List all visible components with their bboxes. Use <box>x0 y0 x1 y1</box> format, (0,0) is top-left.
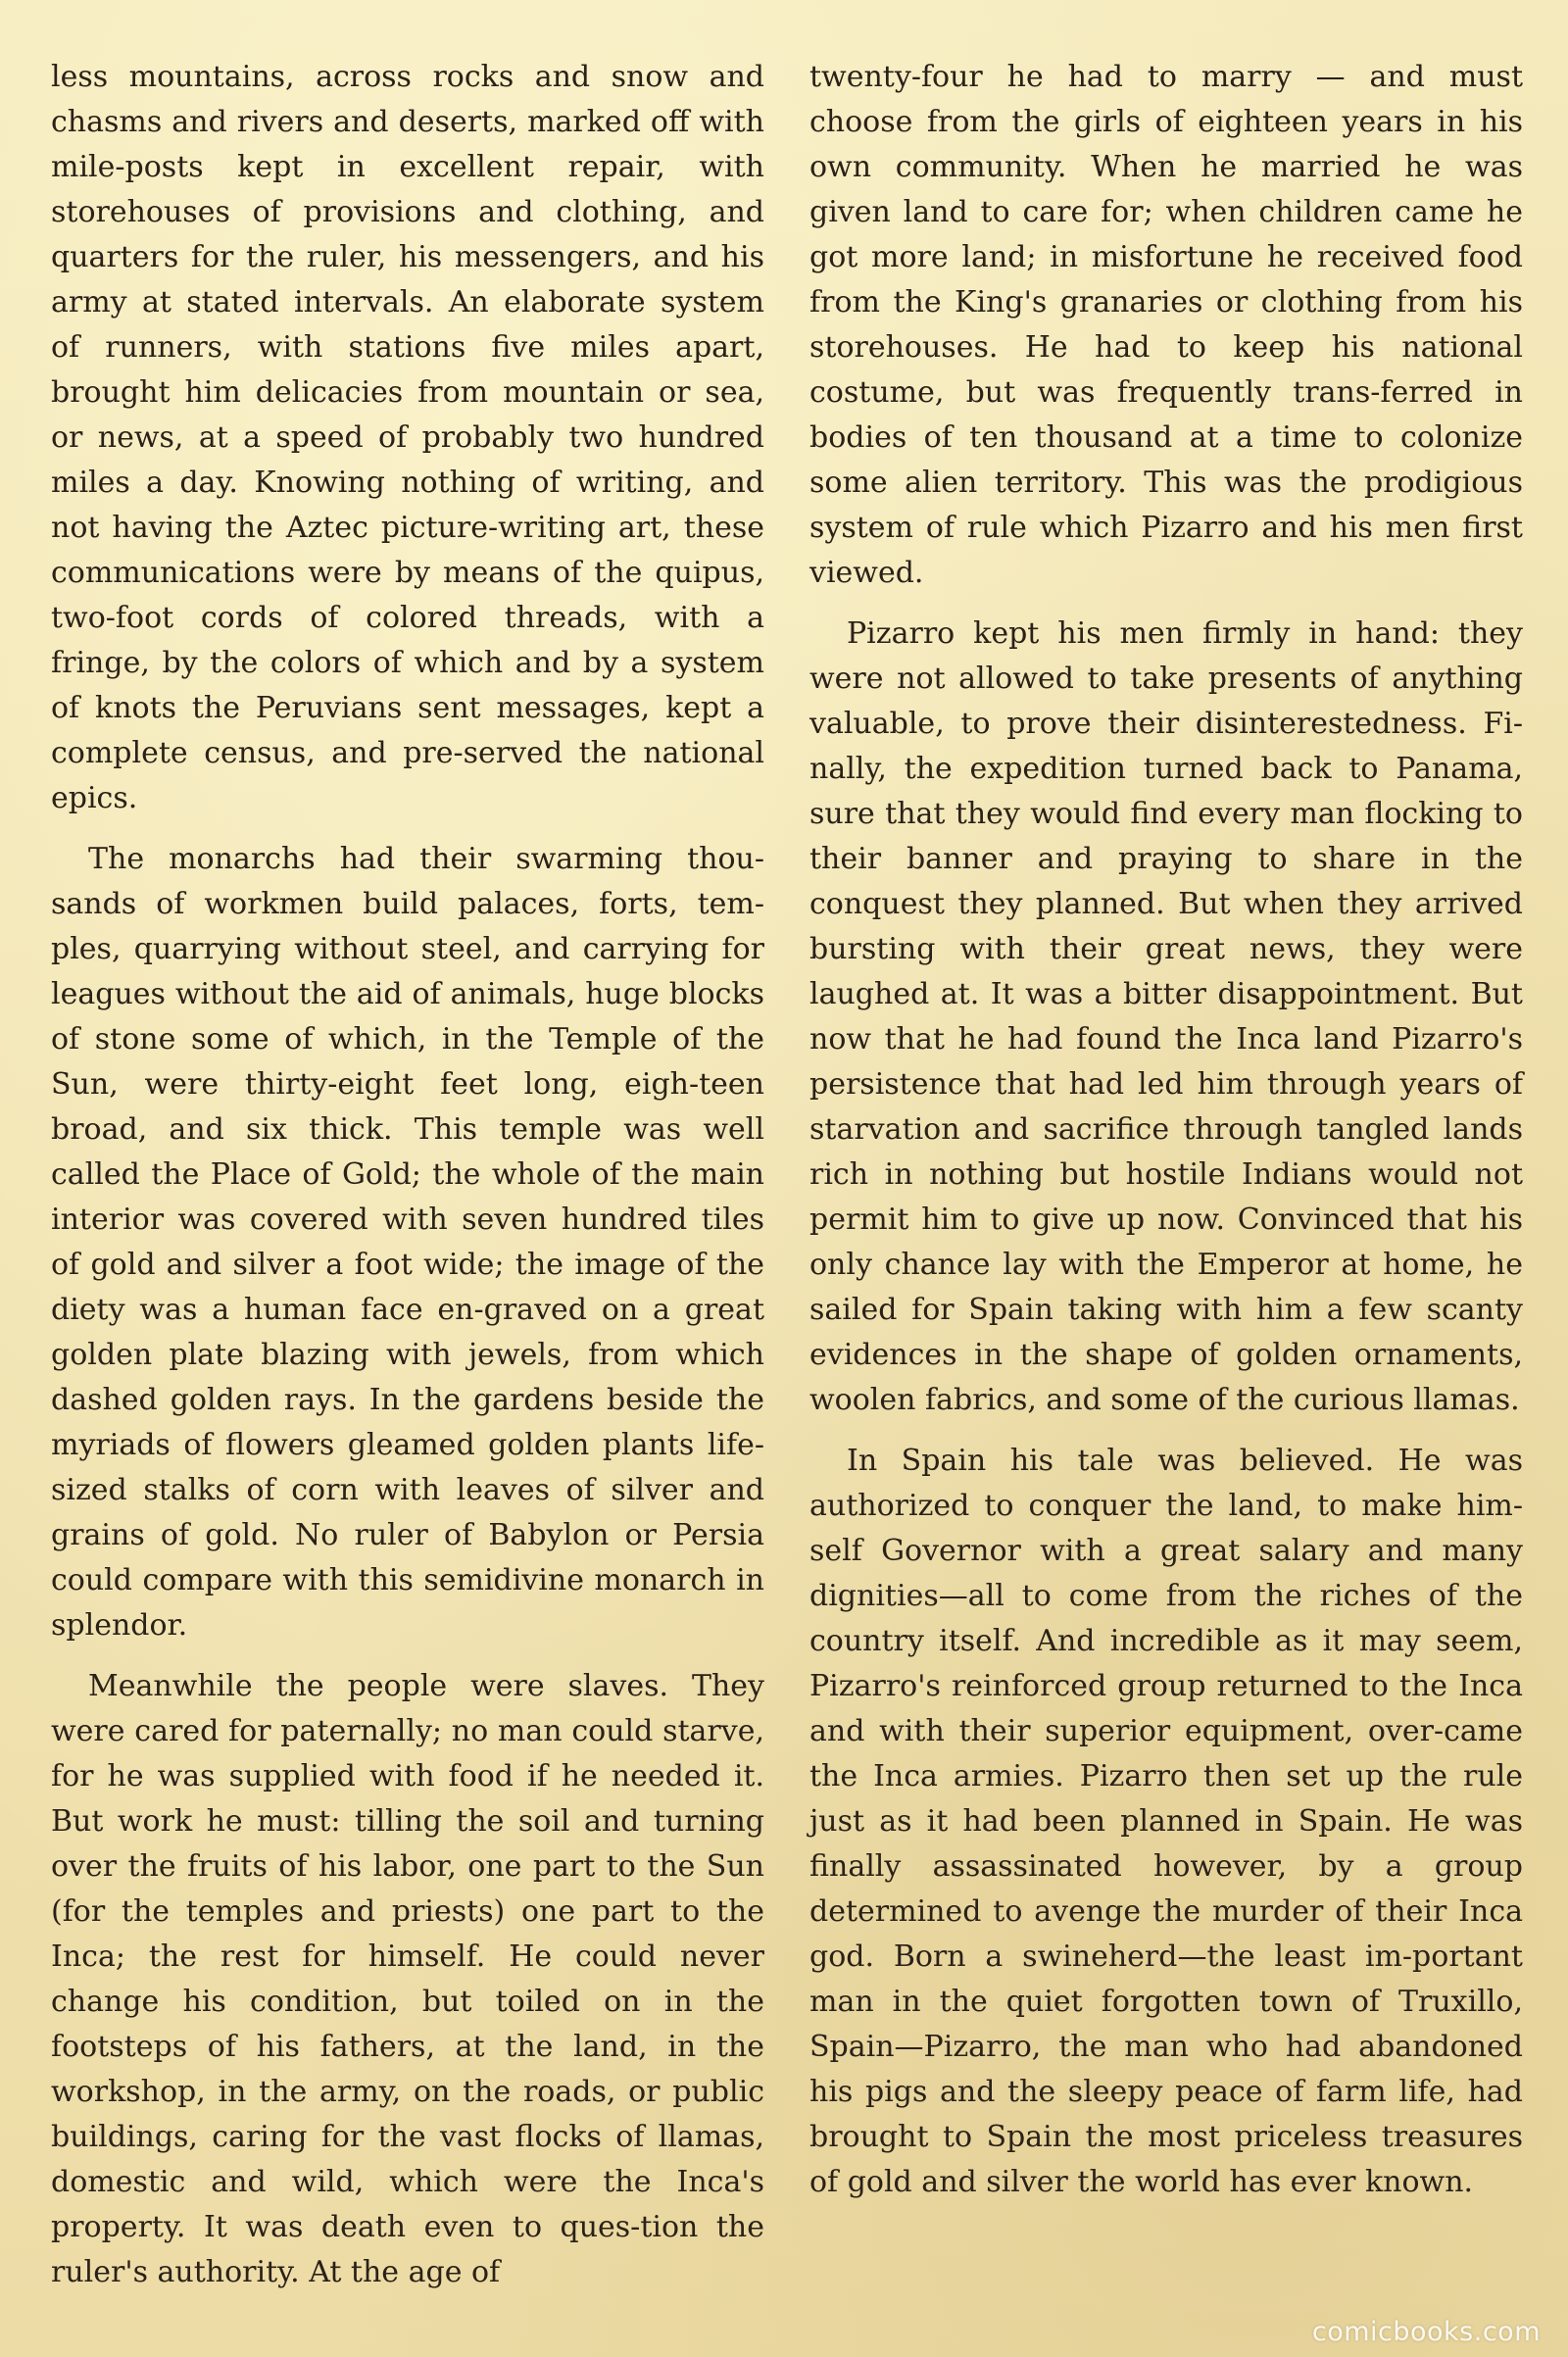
paragraph-quipus-roads: less mountains, across rocks and snow and chasms and rivers and deserts, marked off with mile-posts kept in excellent repair, with storehouses of provisions and clothing, and quarters for the ruler, his messengers, and his army at stated intervals. An elaborate system of runners, with stations five miles apart, brought him delicacies from mountain or sea, or news, at a speed of probably two hundred miles a day. Knowing nothing of writing, and not having the Aztec picture-writing art, these communications were by means of the quipus, two-foot cords of colored threads, with a fringe, by the colors of which and by a system of knots the Peruvians sent messages, kept a complete census, and pre-served the national epics. <box>51 60 764 815</box>
left-text-column <box>51 55 764 2295</box>
right-text-column <box>809 55 1523 2205</box>
paragraph-temple-of-the-sun: The monarchs had their swarming thou-sands of workmen build palaces, forts, tem-ples, quarrying without steel, and carrying for leagues without the aid of animals, huge blocks of stone some of which, in the Temple of the Sun, were thirty-eight feet long, eigh-teen broad, and six thick. This temple was well called the Place of Gold; the whole of the main interior was covered with seven hundred tiles of gold and silver a foot wide; the image of the diety was a human face en-graved on a great golden plate blazing with jewels, from which dashed golden rays. In the gardens beside the myriads of flowers gleamed golden plants life-sized stalks of corn with leaves of silver and grains of gold. No ruler of Babylon or Persia could compare with this semidivine monarch in splendor. <box>51 842 764 1643</box>
paragraph-spain-conquest: In Spain his tale was believed. He was authorized to conquer the land, to make him-self Governor with a great salary and many dignities—all to come from the riches of the country itself. And incredible as it may seem, Pizarro's reinforced group returned to the Inca and with their superior equipment, over-came the Inca armies. Pizarro then set up the rule just as it had been planned in Spain. He was finally assassinated however, by a group determined to avenge the murder of their Inca god. Born a swineherd—the least im-portant man in the quiet forgotten town of Truxillo, Spain—Pizarro, the man who had abandoned his pigs and the sleepy peace of farm life, had brought to Spain the most priceless treasures of gold and silver the world has ever known. <box>809 1444 1523 2199</box>
site-watermark: comicbooks.com <box>1311 2317 1541 2347</box>
paragraph-people-slaves: Meanwhile the people were slaves. They were cared for paternally; no man could starve, for he was supplied with food if he needed it. But work he must: tilling the soil and turning over the fruits of his labor, one part to the Sun (for the temples and priests) one part to the Inca; the rest for himself. He could never change his condition, but toiled on in the footsteps of his fathers, at the land, in the workshop, in the army, on the roads, or public buildings, caring for the vast flocks of llamas, domestic and wild, which were the Inca's property. It was death even to ques-tion the ruler's authority. At the age of <box>51 1669 764 2289</box>
paragraph-return-to-panama: Pizarro kept his men firmly in hand: they were not allowed to take presents of anything valuable, to prove their disinterestedness. Fi-nally, the expedition turned back to Panama, sure that they would find every man flocking to their banner and praying to share in the conquest they planned. But when they arrived bursting with their great news, they were laughed at. It was a bitter disappointment. But now that he had found the Inca land Pizarro's persistence that had led him through years of starvation and sacrifice through tangled lands rich in nothing but hostile Indians would not permit him to give up now. Convinced that his only chance lay with the Emperor at home, he sailed for Spain taking with him a few scanty evidences in the shape of golden ornaments, woolen fabrics, and some of the curious llamas. <box>809 616 1523 1417</box>
paragraph-marriage-and-land: twenty-four he had to marry — and must choose from the girls of eighteen years in his own community. When he married he was given land to care for; when children came he got more land; in misfortune he received food from the King's granaries or clothing from his storehouses. He had to keep his national costume, but was frequently trans-ferred in bodies of ten thousand at a time to colonize some alien territory. This was the prodigious system of rule which Pizarro and his men first viewed. <box>809 60 1523 590</box>
